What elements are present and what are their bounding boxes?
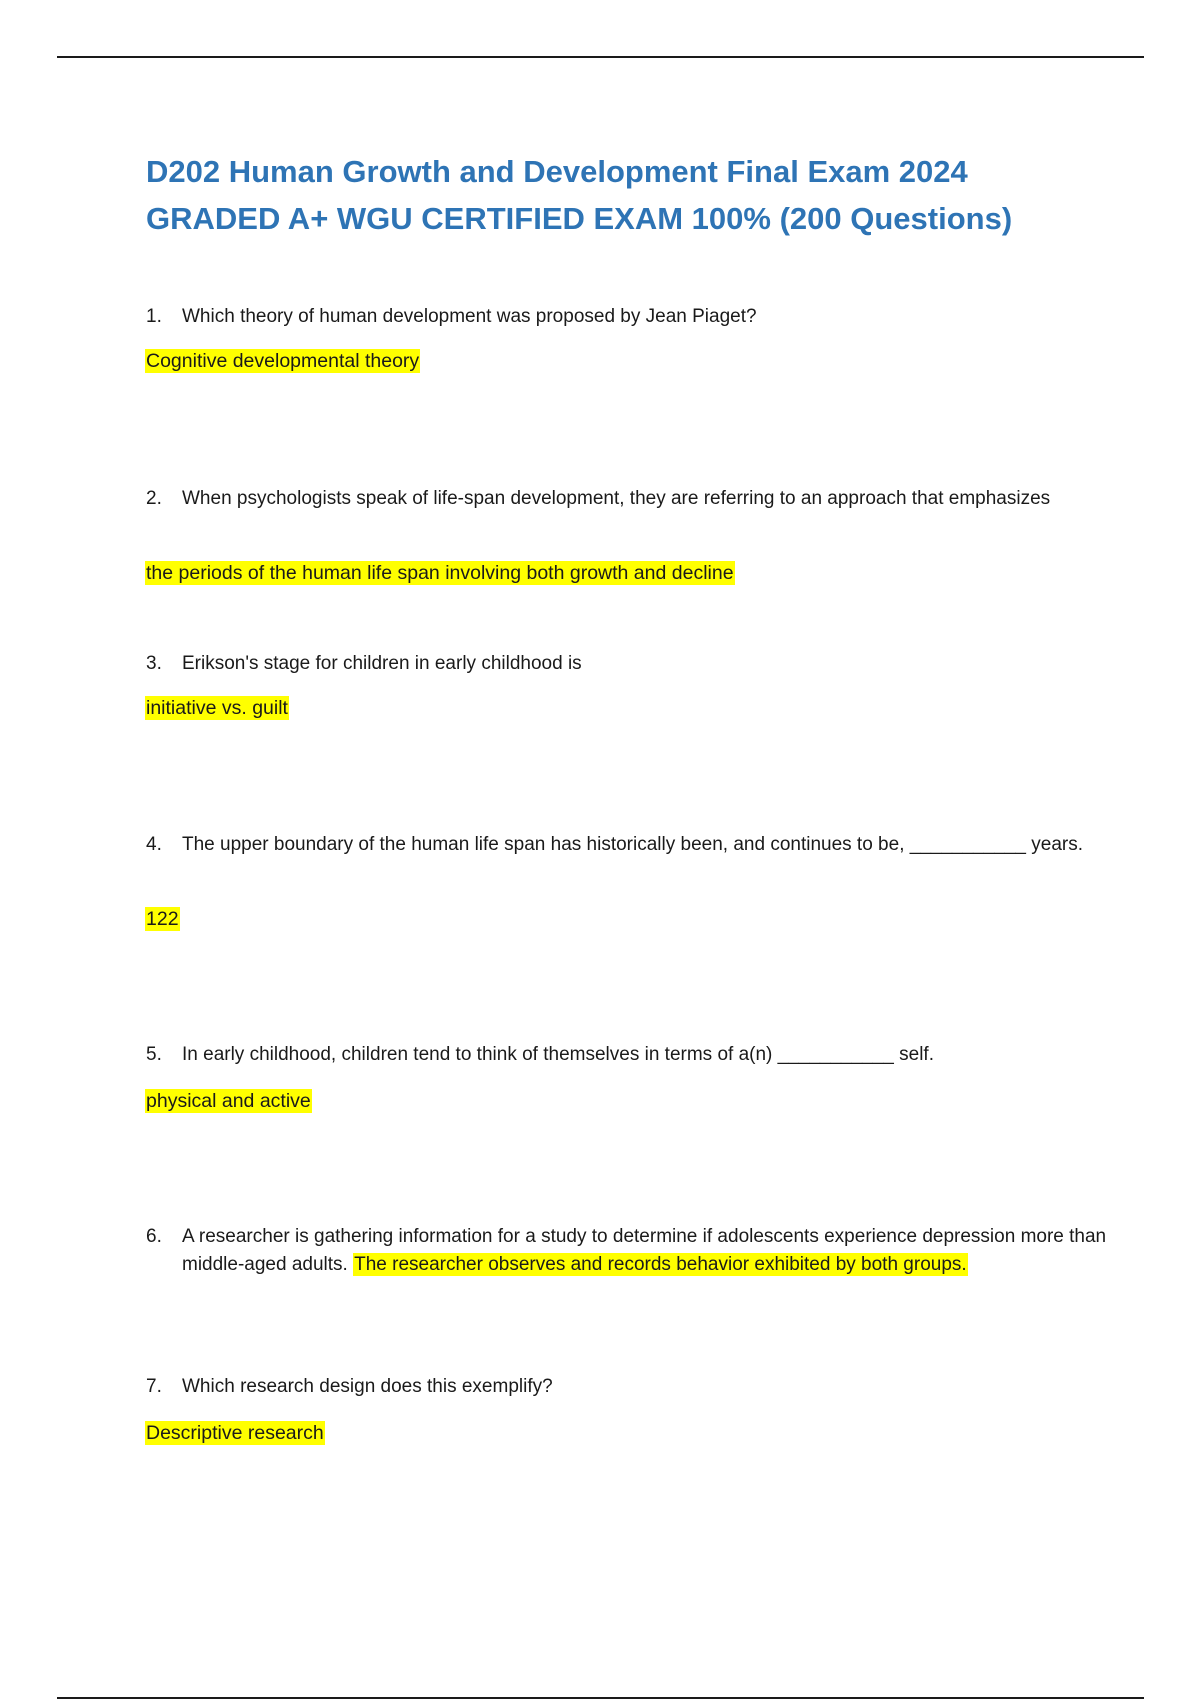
question-text: Which theory of human development was proposed by Jean Piaget?: [182, 306, 757, 327]
answer-7: [145, 1419, 325, 1447]
question-7: [146, 1373, 1112, 1401]
question-text: Which research design does this exemplify?: [182, 1376, 553, 1397]
question-text: In early childhood, children tend to think of themselves in terms of a(n) ___________ self.: [182, 1044, 934, 1065]
question-4: [146, 831, 1112, 859]
question-number: 3.: [146, 653, 162, 674]
question-text-highlight: The researcher observes and records behavior exhibited by both groups.: [354, 1254, 967, 1275]
question-number: 1.: [146, 306, 162, 327]
question-text-plain: A researcher is gathering information for a study to determine if adolescents experience depression more than middle-aged adults.: [182, 1226, 1107, 1275]
answer-highlight: the periods of the human life span involving both growth and decline: [146, 562, 734, 584]
answer-4: [145, 905, 180, 933]
answer-highlight: physical and active: [146, 1090, 311, 1112]
question-number: 4.: [146, 834, 162, 855]
answer-1: [145, 347, 420, 375]
top-rule: [57, 56, 1144, 58]
answer-highlight: 122: [146, 908, 179, 930]
answer-5: [145, 1087, 312, 1115]
answer-highlight: Cognitive developmental theory: [146, 350, 420, 372]
question-6: [146, 1223, 1112, 1279]
question-number: 7.: [146, 1376, 162, 1397]
question-number: 2.: [146, 488, 162, 509]
question-5: [146, 1041, 1112, 1069]
question-2: [146, 485, 1112, 513]
question-text: When psychologists speak of life-span development, they are referring to an approach that emphasizes: [182, 488, 1051, 509]
question-text: The upper boundary of the human life span has historically been, and continues to be, ___________ years.: [182, 834, 1084, 855]
answer-highlight: Descriptive research: [146, 1422, 324, 1444]
question-number: 6.: [146, 1226, 162, 1247]
question-number: 5.: [146, 1044, 162, 1065]
document-title: D202 Human Growth and Development Final Exam 2024 GRADED A+ WGU CERTIFIED EXAM 100% (200 Questions): [146, 154, 1013, 236]
question-text: Erikson's stage for children in early childhood is: [182, 653, 582, 674]
answer-3: [145, 694, 289, 722]
question-text: [182, 1223, 1112, 1279]
bottom-rule: [57, 1697, 1144, 1699]
answer-2: [145, 559, 735, 587]
question-1: [146, 303, 1112, 331]
question-3: [146, 650, 1112, 678]
answer-highlight: initiative vs. guilt: [146, 697, 288, 719]
